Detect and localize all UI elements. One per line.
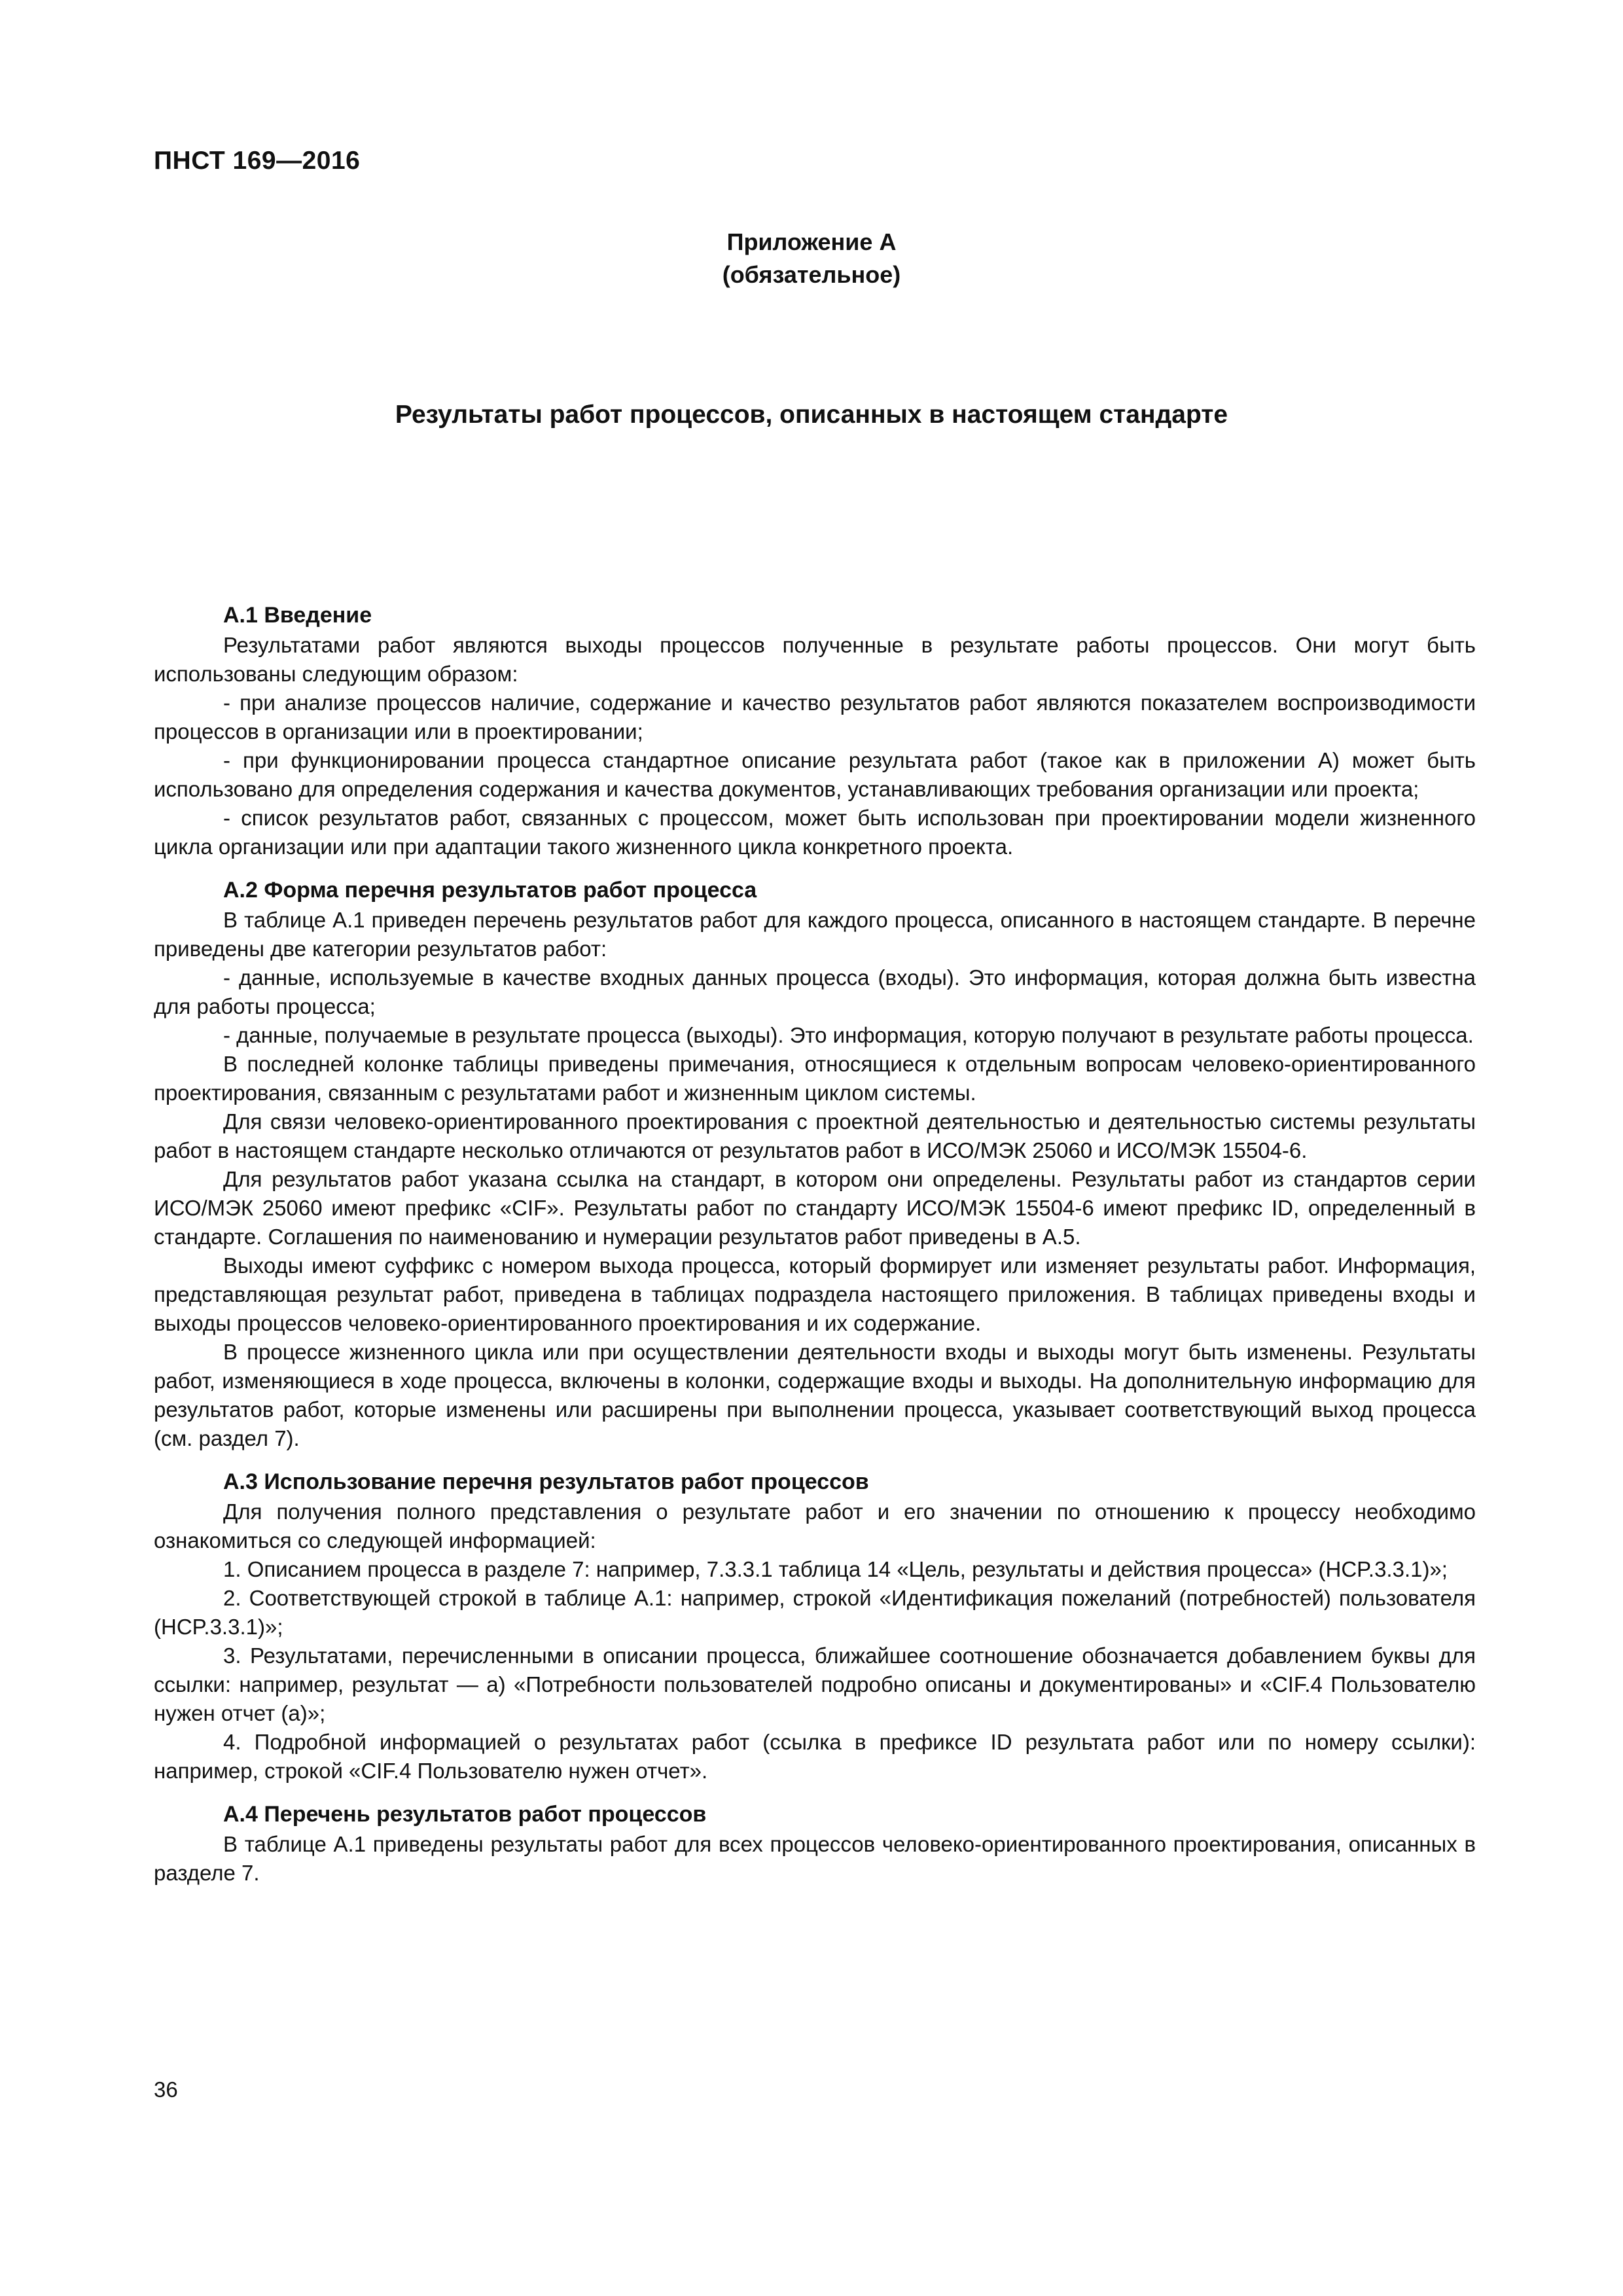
section-heading: А.2 Форма перечня результатов работ процесса [223,878,757,903]
list-item: - при анализе процессов наличие, содержание и качество результатов работ являются показателем воспроизводимости процессов в организации или в проектировании; [154,691,1476,744]
section-heading: А.1 Введение [223,603,372,628]
document-body [154,600,1476,1888]
appendix-status: (обязательное) [722,261,901,288]
page-number: 36 [154,2077,178,2102]
list-item: - при функционировании процесса стандартное описание результата работ (такое как в приложении А) может быть использовано для определения содержания и качества документов, устанавливающих требования организации или проекта; [154,748,1476,801]
list-item: 4. Подробной информацией о результатах работ (ссылка в префиксе ID результата работ или по номеру ссылки): например, строкой «CIF.4 Пользователю нужен отчет». [154,1730,1476,1783]
paragraph: Выходы имеют суффикс с номером выхода процесса, который формирует или изменяет результаты работ. Информация, представляющая результат работ, приведена в таблицах подраздела настоящего приложения. В таблицах приведены входы и выходы процессов человеко-ориентированного проектирования и их содержание. [154,1253,1476,1335]
appendix-label: Приложение А [726,228,897,255]
list-item: 3. Результатами, перечисленными в описании процесса, ближайшее соотношение обозначается добавлением буквы для ссылки: например, результат — а) «Потребности пользователей подробно описаны и документированы» и «CIF.4 Пользователю нужен отчет (а)»; [154,1643,1476,1725]
paragraph: Для результатов работ указана ссылка на стандарт, в котором они определены. Результаты работ из стандартов серии ИСО/МЭК 25060 имеют префикс «CIF». Результаты работ по стандарту ИСО/МЭК 15504-6 имеют префикс ID, определенный в стандарте. Соглашения по наименованию и нумерации результатов работ приведены в А.5. [154,1167,1476,1249]
section-a1 [154,600,1476,861]
paragraph: В процессе жизненного цикла или при осуществлении деятельности входы и выходы могут быть изменены. Результаты работ, изменяющиеся в ходе процесса, включены в колонки, содержащие входы и выходы. На дополнительную информацию для результатов работ, которые изменены или расширены при выполнении процесса, указывает соответствующий выход процесса (см. раздел 7). [154,1340,1476,1450]
section-heading: А.4 Перечень результатов работ процессов [223,1802,707,1827]
paragraph: В последней колонке таблицы приведены примечания, относящиеся к отдельным вопросам человеко-ориентированного проектирования, связанным с результатами работ и жизненным циклом системы. [154,1052,1476,1105]
list-item: 2. Соответствующей строкой в таблице А.1: например, строкой «Идентификация пожеланий (потребностей) пользователя (HCP.3.3.1)»; [154,1586,1476,1639]
section-a2 [154,874,1476,1453]
list-item: - данные, получаемые в результате процесса (выходы). Это информация, которую получают в результате работы процесса. [223,1023,1474,1047]
list-item: - список результатов работ, связанных с процессом, может быть использован при проектировании модели жизненного цикла организации или при адаптации такого жизненного цикла конкретного проекта. [154,806,1476,859]
list-item: - данные, используемые в качестве входных данных процесса (входы). Это информация, которая должна быть известна для работы процесса; [154,965,1476,1018]
paragraph: В таблице А.1 приведены результаты работ для всех процессов человеко-ориентированного проектирования, описанных в разделе 7. [154,1832,1476,1885]
appendix-title: Результаты работ процессов, описанных в настоящем стандарте [395,401,1228,429]
section-a4 [154,1799,1476,1888]
document-code: ПНСТ 169—2016 [154,147,361,175]
paragraph: Для связи человеко-ориентированного проектирования с проектной деятельностью и деятельностью системы результаты работ в настоящем стандарте несколько отличаются от результатов работ в ИСО/МЭК 25060 и ИСО/МЭК 15504-6. [154,1109,1476,1162]
section-heading: А.3 Использование перечня результатов работ процессов [223,1469,869,1494]
list-item: 1. Описанием процесса в разделе 7: например, 7.3.3.1 таблица 14 «Цель, результаты и действия процесса» (HCP.3.3.1)»; [223,1557,1448,1581]
paragraph: Результатами работ являются выходы процессов полученные в результате работы процессов. Они могут быть использованы следующим образом: [154,633,1476,686]
appendix-header [0,226,1623,291]
paragraph: Для получения полного представления о результате работ и его значении по отношению к процессу необходимо ознакомиться со следующей информацией: [154,1499,1476,1552]
paragraph: В таблице А.1 приведен перечень результатов работ для каждого процесса, описанного в настоящем стандарте. В перечне приведены две категории результатов работ: [154,908,1476,961]
section-a3 [154,1466,1476,1785]
